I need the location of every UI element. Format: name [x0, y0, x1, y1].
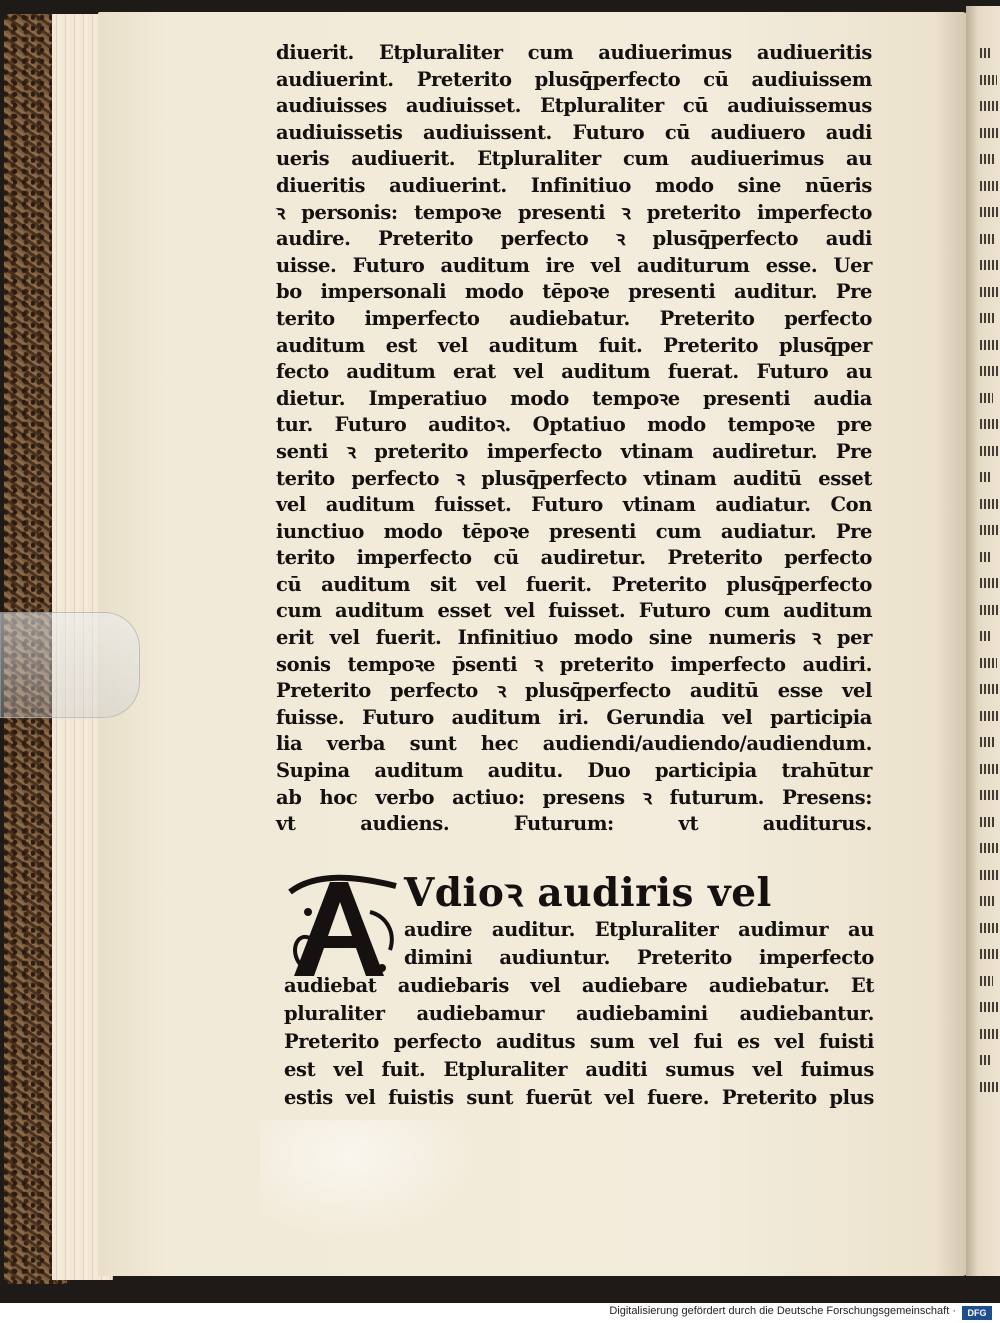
text-line: Supina auditum auditu. Duo participia trahūtur	[276, 759, 872, 783]
chapter-headline: Vdioꝛ audiris vel	[404, 870, 772, 916]
chapter-line: audire auditur. Etpluraliter audimur au	[404, 918, 874, 941]
text-line: cum auditum esset vel fuisset. Futuro cum auditum	[276, 599, 872, 623]
text-line: dietur. Imperatiuo modo tempoꝛe presenti audia	[276, 386, 872, 410]
footer-bar	[0, 1303, 1000, 1323]
facing-text-mark	[980, 923, 1000, 933]
facing-text-mark	[980, 75, 997, 85]
facing-text-mark	[980, 525, 1000, 535]
text-line: terito imperfecto cū audiretur. Preterito perfecto	[276, 546, 872, 570]
facing-text-mark	[980, 578, 998, 588]
text-line: bo impersonali modo tēpoꝛe presenti auditur. Pre	[276, 280, 872, 304]
facing-text-mark	[980, 631, 990, 641]
text-line: uisse. Futuro auditum ire vel auditurum esse. Uer	[276, 253, 872, 277]
facing-text-mark	[980, 207, 1000, 217]
text-line: diueritis audiuerint. Infinitiuo modo sine nūeris	[276, 173, 872, 197]
facing-text-mark	[980, 340, 1000, 350]
text-line: audire. Preterito perfecto ꝛ plusq̄perfecto audi	[276, 227, 872, 251]
text-line: terito perfecto ꝛ plusq̄perfecto vtinam auditū esset	[276, 466, 872, 490]
facing-text-mark	[980, 419, 1000, 429]
text-block	[276, 40, 874, 838]
text-line: vt audiens. Futurum: vt auditurus.	[276, 812, 872, 836]
text-line: vel auditum fuisset. Futuro vtinam audiatur. Con	[276, 493, 872, 517]
text-line: ab hoc verbo actiuo: presens ꝛ futurum. Presens:	[276, 785, 872, 809]
facing-text-mark	[980, 711, 1000, 721]
text-line: audiuissetis audiuissent. Futuro cū audiuero audi	[276, 120, 872, 144]
facing-text-mark	[980, 101, 1000, 111]
text-line: audiuerint. Preterito plusq̄perfecto cū audiuissem	[276, 67, 872, 91]
facing-text-mark	[980, 1082, 999, 1092]
facing-text-mark	[980, 552, 991, 562]
facing-text-mark	[980, 764, 1000, 774]
text-line: fecto auditum erat vel auditum fuerat. Futuro au	[276, 360, 872, 384]
facing-text-mark	[980, 1002, 1000, 1012]
text-line: terito imperfecto audiebatur. Preterito perfecto	[276, 306, 872, 330]
paper-stain	[260, 1120, 480, 1240]
facing-text-mark	[980, 128, 1000, 138]
facing-text-mark	[980, 313, 994, 323]
facing-text-mark	[980, 48, 990, 58]
facing-text-mark	[980, 843, 1000, 853]
text-line: senti ꝛ preterito imperfecto vtinam audiretur. Pre	[276, 439, 872, 463]
plastic-clip	[0, 612, 140, 718]
initial-a-icon	[286, 872, 404, 984]
chapter-start	[284, 868, 884, 1109]
facing-text-mark	[980, 446, 1000, 456]
text-line: tur. Futuro auditoꝛ. Optatiuo modo tempoꝛe pre	[276, 413, 872, 437]
chapter-line: Preterito perfecto auditus sum vel fui es vel fuisti	[284, 1030, 874, 1053]
text-line: Preterito perfecto ꝛ plusq̄perfecto auditū esse vel	[276, 679, 872, 703]
text-line: diuerit. Etpluraliter cum audiuerimus audiueritis	[276, 41, 872, 64]
facing-text-mark	[980, 605, 1000, 615]
facing-page	[966, 6, 1000, 1276]
text-line: auditum est vel auditum fuit. Preterito plusq̄per	[276, 333, 872, 357]
facing-text-mark	[980, 896, 994, 906]
text-line: sonis tempoꝛe p̄senti ꝛ preterito imperfecto audiri.	[276, 652, 872, 676]
text-line: iunctiuo modo tēpoꝛe presenti cum audiatur. Pre	[276, 519, 872, 543]
facing-text-mark	[980, 366, 1000, 376]
facing-text-mark	[980, 287, 1000, 297]
text-line: ꝛ personis: tempoꝛe presenti ꝛ preterito imperfecto	[276, 200, 872, 224]
text-line: fuisse. Futuro auditum iri. Gerundia vel participia	[276, 705, 872, 729]
chapter-line: est vel fuit. Etpluraliter auditi sumus vel fuimus	[284, 1058, 874, 1081]
facing-text-mark	[980, 472, 992, 482]
text-line: erit vel fuerit. Infinitiuo modo sine numeris ꝛ per	[276, 626, 872, 650]
facing-text-mark	[980, 1055, 992, 1065]
text-line: lia verba sunt hec audiendi/audiendo/audiendum.	[276, 732, 872, 756]
chapter-line: dimini audiuntur. Preterito imperfecto	[404, 946, 874, 969]
facing-text-mark	[980, 870, 1000, 880]
decorated-initial	[286, 872, 404, 984]
facing-text-mark	[980, 1029, 1000, 1039]
facing-text-mark	[980, 949, 1000, 959]
facing-text-mark	[980, 658, 997, 668]
facing-text-mark	[980, 817, 995, 827]
facing-text-mark	[980, 737, 996, 747]
facing-text-mark	[980, 181, 1000, 191]
facing-text-mark	[980, 684, 1000, 694]
text-line: cū auditum sit vel fuerit. Preterito plusq̄perfecto	[276, 572, 872, 596]
text-line: ueris audiuerit. Etpluraliter cum audiuerimus au	[276, 147, 872, 171]
facing-text-mark	[980, 154, 996, 164]
chapter-line: audiebat audiebaris vel audiebare audiebatur. Et	[284, 974, 874, 997]
text-line: audiuisses audiuisset. Etpluraliter cū audiuissemus	[276, 94, 872, 118]
funding-credit: Digitalisierung gefördert durch die Deutsche Forschungsgemeinschaft ·	[609, 1305, 956, 1317]
facing-text-mark	[980, 499, 999, 509]
facing-text-mark	[980, 976, 993, 986]
chapter-line: estis vel fuistis sunt fuerūt vel fuere. Preterito plus	[284, 1086, 874, 1109]
chapter-line: pluraliter audiebamur audiebamini audiebantur.	[284, 1002, 874, 1025]
dfg-logo-icon: DFG	[962, 1306, 992, 1320]
facing-text-mark	[980, 260, 1000, 270]
facing-text-mark	[980, 790, 1000, 800]
facing-text-mark	[980, 234, 995, 244]
facing-text-mark	[980, 393, 993, 403]
